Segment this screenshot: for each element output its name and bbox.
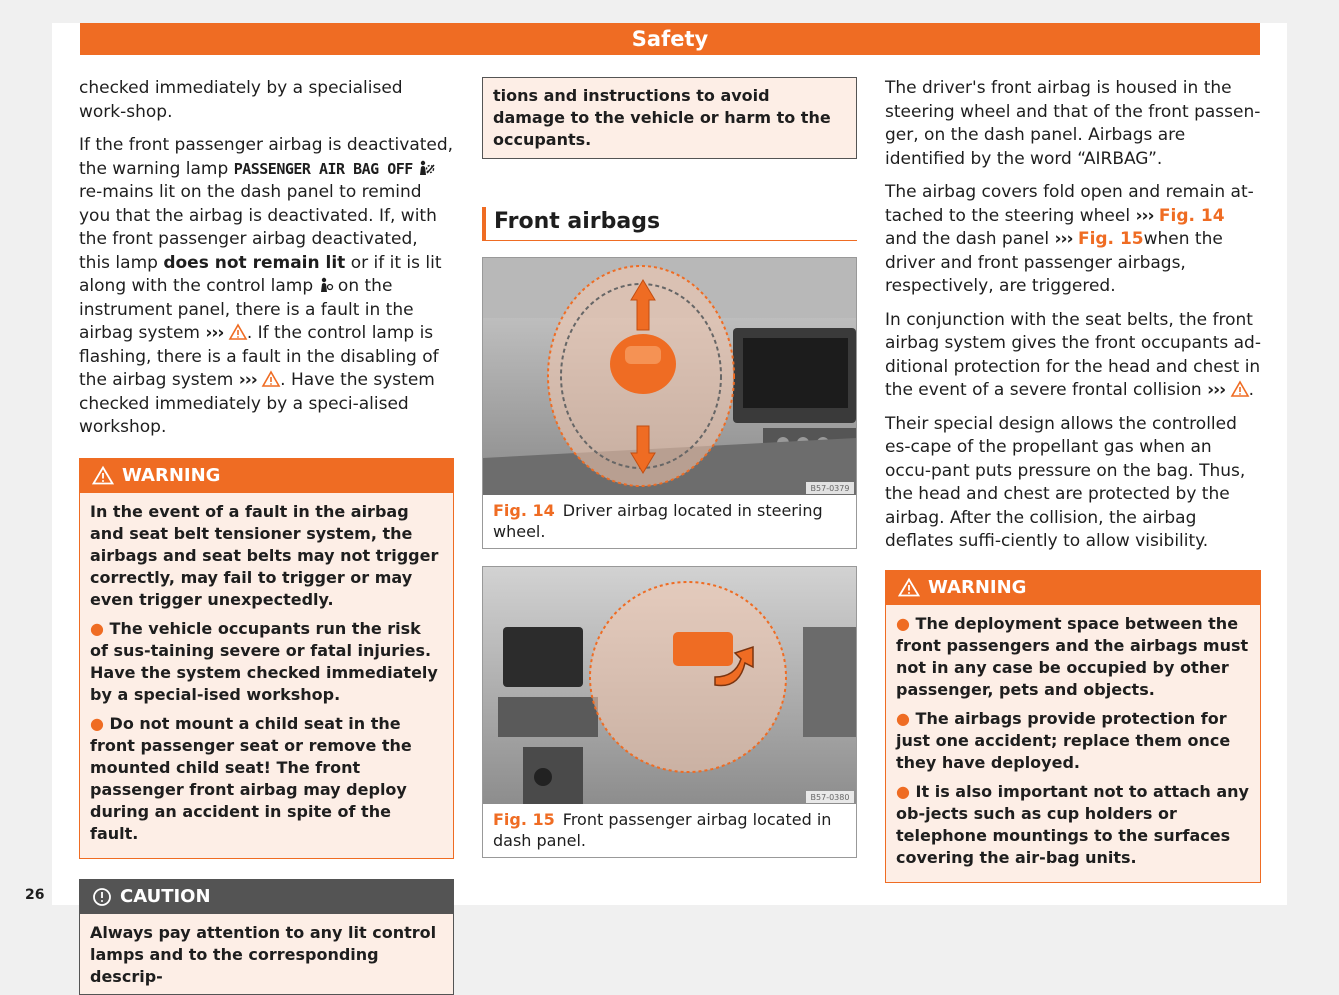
figure-caption: Fig. 14 Driver airbag located in steering wheel. [493, 501, 823, 541]
seat-belt-lamp-icon [319, 277, 333, 293]
warning-bullet: ● Do not mount a child seat in the front passenger seat or remove the mounted child seat! The front passenger front airbag may deploy during an accident in spite of the fault. [90, 713, 412, 843]
column-left [79, 77, 454, 995]
does-not-remain-lit: does not remain lit [163, 252, 346, 273]
caution-body: Always pay attention to any lit control lamps and to the corresponding descrip- [90, 922, 437, 986]
caution-box [79, 879, 454, 995]
fig-15-link[interactable]: Fig. 15 [1077, 229, 1144, 249]
driver-airbag-illustration [483, 258, 856, 495]
see-arrows[interactable]: ››› [205, 323, 224, 343]
warning-box [79, 458, 454, 859]
section-title: Front airbags [482, 207, 857, 241]
warning-triangle-icon[interactable] [262, 371, 280, 387]
warning-triangle-icon [92, 466, 114, 485]
warning-bullet: ● It is also important not to attach any ob-jects such as cup holders or telephone mountings to the surfaces covering the air-bag units. [896, 781, 1249, 867]
fig-14-link[interactable]: Fig. 14 [1158, 205, 1225, 226]
figure-14 [482, 257, 857, 549]
warning-bullet: ● The vehicle occupants run the risk of sus-taining severe or fatal injuries. Have the system checked immediately by a special-ised workshop. [90, 618, 438, 704]
page-header: Safety [80, 23, 1260, 55]
caution-header: CAUTION [80, 880, 453, 914]
warning-triangle-icon [898, 578, 920, 597]
paragraph-3: In conjunction with the seat belts, the front airbag system gives the front occupants ad-ditional protection for the head and chest in the event of a severe frontal collision ››› . [885, 309, 1261, 400]
warning-body [886, 605, 1260, 882]
figure-number: Fig. 14 [493, 501, 555, 520]
see-arrows[interactable]: ››› [1207, 380, 1226, 400]
warning-bullet: ● The deployment space between the front passengers and the airbags must not in any case be occupied by other passenger, pets and objects. [896, 613, 1249, 699]
column-right [885, 77, 1261, 883]
paragraph-1: checked immediately by a specialised work-shop. [79, 78, 403, 122]
page-number: 26 [25, 887, 45, 903]
figure-caption: Fig. 15 Front passenger airbag located in dash panel. [493, 810, 832, 850]
paragraph-2: The airbag covers fold open and remain at-tached to the steering wheel ››› Fig. 14 and the dash panel ››› Fig. 15when the driver and front passenger airbags, respectively, are triggered. [885, 182, 1254, 296]
see-arrows[interactable]: ››› [238, 370, 257, 390]
passenger-airbag-illustration [483, 567, 856, 804]
paragraph-4: Their special design allows the controlled es-cape of the propellant gas when an occu-pant puts pressure on the bag. Thus, the head and chest are protected by the airbag. After the collision, the airbag deflates suffi-ciently to allow visibility. [885, 413, 1246, 551]
airbag-off-icon [418, 160, 436, 176]
warning-triangle-icon[interactable] [229, 324, 247, 340]
warning-box [885, 570, 1261, 883]
warning-triangle-icon[interactable] [1231, 381, 1249, 397]
caution-continued: tions and instructions to avoid damage to the vehicle or harm to the occupants. [482, 77, 857, 159]
warning-body [80, 493, 453, 858]
figure-number: Fig. 15 [493, 810, 555, 829]
warning-header: WARNING [886, 571, 1260, 605]
warning-header: WARNING [80, 459, 453, 493]
passenger-airbag-off-label: PASSENGER AIR BAG OFF [233, 159, 413, 178]
figure-code: B57-0379 [810, 484, 850, 493]
figure-code: B57-0380 [810, 793, 850, 802]
paragraph-1: The driver's front airbag is housed in the steering wheel and that of the front passen-ger, on the dash panel. Airbags are identified by the word “AIRBAG”. [885, 78, 1261, 169]
column-middle [482, 77, 857, 858]
warning-intro: In the event of a fault in the airbag and seat belt tensioner system, the airbags and seat belts may not trigger correctly, may fail to trigger or may even trigger unexpectedly. [90, 501, 439, 609]
see-arrows[interactable]: ››› [1135, 205, 1154, 226]
caution-circle-icon [92, 887, 112, 907]
figure-15 [482, 566, 857, 858]
paragraph-2: If the front passenger airbag is deactivated, the warning lamp PASSENGER AIR BAG OFF re-mains lit on the dash panel to remind you that the airbag is deactivated. If, with the front passenger airbag deactivated, this lamp does not remain lit or if it is lit along with the control lamp on the instrument panel, there is a fault in the airbag system ››› . If the control lamp is flashing, there is a fault in the disabling of the airbag system ››› . Have the system checked immediately by a speci-alised workshop. [79, 135, 454, 437]
warning-bullet: ● The airbags provide protection for just one accident; replace them once they have deployed. [896, 708, 1231, 772]
see-arrows[interactable]: ››› [1054, 229, 1073, 249]
